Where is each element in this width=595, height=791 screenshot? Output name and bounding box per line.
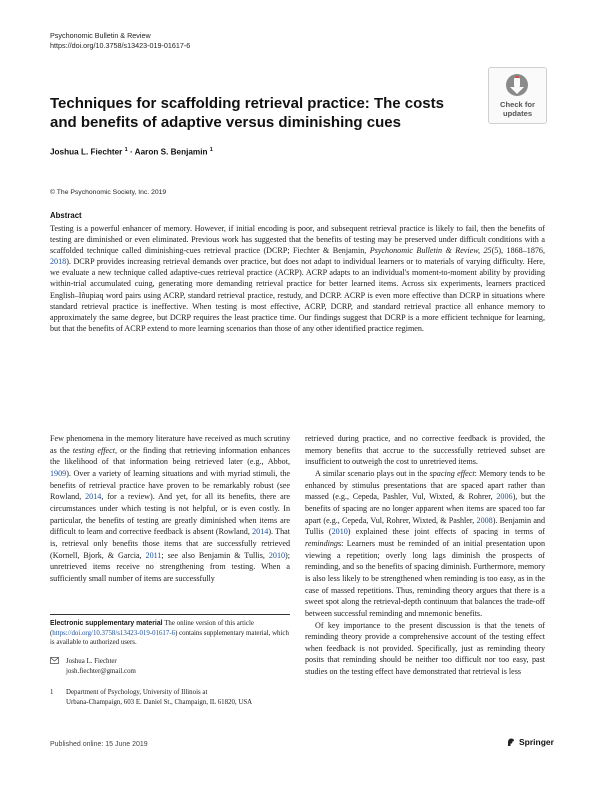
paragraph: Of key importance to the present discussion is that the tenets of reminding theory provide a comprehensive account of the testing effect when feedback is not provided. Specifically, just as reminding theory posits that reminding should be neither too difficult nor too easy, past studies on the testing effect have demonstrated that retrieval is less xyxy=(305,620,545,677)
contact-name: Joshua L. Fiechter xyxy=(66,658,117,665)
abstract-body: Testing is a powerful enhancer of memory. However, if initial encoding is poor, and subsequent retrieval practice is likely to fail, then the benefits of testing are diminished or even eliminated. Previous work has suggested that the benefits of testing may be preserved under difficult conditions with a scaffolded technique called diminishing-cues retrieval practice (DCRP; Fiechter & Benjamin, Psychonomic Bulletin & Review, 25(5), 1868–1876, 2018). DCRP provides increasing retrieval demands over practice, but does not adapt to individual learners or to materials of varying difficulty. Here, we evaluate a new technique called adaptive-cues retrieval practice (ACRP). ACRP adapts to an individual's moment-to-moment ability by providing within-trial accumulated cuing, generating more demanding retrieval practice for better learned items. Across six experiments, learners practiced English–Iñupiaq word pairs using ACRP, standard retrieval practice, restudy, and DCRP. ACRP is even more effective than DCRP in situations where standard retrieval practice is ineffective. When testing is most effective, ACRP, DCRP, and standard retrieval practice all enhance memory to approximately the same degree, but DCRP requires the least practice time. Our findings suggest that DCRP is a more efficient technique for learning, but that the benefits of ACRP extend to more learning scenarios than those of any other identified practice regimen. xyxy=(50,224,545,333)
citation-link[interactable]: 2014 xyxy=(252,527,269,537)
esm-doi-link[interactable]: https://doi.org/10.3758/s13423-019-01617-6 xyxy=(52,629,176,637)
doi-link[interactable]: https://doi.org/10.3758/s13423-019-01617-6 xyxy=(50,41,191,50)
published-date: Published online: 15 June 2019 xyxy=(50,741,148,748)
body-column-left xyxy=(50,433,290,585)
check-for-updates-badge[interactable] xyxy=(488,67,547,124)
citation-link[interactable]: 2006 xyxy=(496,492,513,502)
citation-link[interactable]: 2010 xyxy=(331,527,348,537)
citation-link[interactable]: 1909 xyxy=(50,468,67,478)
author-affiliation-mark: 1 xyxy=(124,147,128,153)
abstract-heading: Abstract xyxy=(50,211,82,220)
author-list xyxy=(50,147,213,157)
journal-header xyxy=(50,31,190,51)
body-column-right xyxy=(305,433,545,678)
citation-link[interactable]: 2018 xyxy=(50,257,67,267)
affiliation-number: 1 xyxy=(50,689,54,696)
esm-label: Electronic supplementary material xyxy=(50,620,163,627)
affiliation-block xyxy=(50,688,290,708)
citation-link[interactable]: 2010 xyxy=(268,550,286,560)
paragraph: Few phenomena in the memory literature have received as much scrutiny as the testing effect, or the finding that retrieving information enhances the likelihood of that information being retrieved later (e.g., Abbot, 1909). Over a variety of learning situations and with myriad stimuli, the benefits of retrieval practice have proven to be remarkably robust (see Rowland, 2014, for a review). And yet, for all its benefits, there are circumstances under which testing is not helpful, or is even costly. In particular, the benefits of testing are greatly diminished when items are difficult to learn and corrective feedback is absent (Rowland, 2014). That is, retrieval only benefits those items that are successfully retrieved (Kornell, Bjork, & Garcia, 2011; see also Benjamin & Tullis, 2010); unretrieved items receive no strengthening from testing. When a sufficiently small number of items are successfully xyxy=(50,434,290,583)
author-name[interactable]: Aaron S. Benjamin xyxy=(134,147,208,157)
contact-block xyxy=(50,657,290,677)
contact-email[interactable]: josh.fiechter@gmail.com xyxy=(66,668,136,675)
affiliation-line: Urbana-Champaign, 603 E. Daniel St., Champaign, IL 61820, USA xyxy=(66,699,253,706)
paragraph: retrieved during practice, and no corrective feedback is provided, the memory benefits that accrue to the successfully retrieved subset are insufficient to outweigh the cost to unretrieved items. xyxy=(305,434,545,467)
check-updates-icon xyxy=(504,72,530,100)
author-name[interactable]: Joshua L. Fiechter xyxy=(50,147,123,157)
citation-link[interactable]: 2011 xyxy=(145,550,162,560)
citation-link[interactable]: 2008 xyxy=(476,515,493,525)
article-title: Techniques for scaffolding retrieval practice: The costs and benefits of adaptive versus diminishing cues xyxy=(50,95,444,131)
journal-name: Psychonomic Bulletin & Review xyxy=(50,31,151,40)
check-for-updates-label: Check for updates xyxy=(499,100,536,118)
journal-reference: Psychonomic Bulletin & Review, 25 xyxy=(369,246,492,256)
affiliation-line: Department of Psychology, University of Illinois at xyxy=(66,689,208,696)
supplementary-material-note: Electronic supplementary material The online version of this article (https://doi.org/10.3758/s13423-019-01617-6) contains supplementary material, which is available to authorized users. xyxy=(50,614,290,648)
springer-horse-icon xyxy=(506,737,516,747)
author-separator: · xyxy=(129,147,135,157)
publisher-name: Springer xyxy=(519,737,554,747)
envelope-icon xyxy=(50,657,59,668)
corresponding-author xyxy=(50,657,290,708)
citation-link[interactable]: 2014 xyxy=(85,492,102,502)
publisher-logo xyxy=(506,737,554,747)
author-affiliation-mark: 1 xyxy=(209,147,213,153)
copyright-notice: © The Psychonomic Society, Inc. 2019 xyxy=(50,189,167,196)
paragraph: A similar scenario plays out in the spacing effect: Memory tends to be enhanced by stimulus presentations that are spaced apart rather than massed (e.g., Cepeda, Pashler, Vul, Wixted, & Rohrer, 2006), but the benefits of spacing are no longer apparent when items are spaced too far apart (e.g., Cepeda, Vul, Rohrer, Wixted, & Pashler, 2008). Benjamin and Tullis (2010) explained these joint effects of spacing in terms of remindings: Learners must be reminded of an initial presentation upon viewing a repetition; overly long lags diminish the prospects of reminding, and so the benefits of spacing diminish. Furthermore, memory is also less likely to be strengthened when reminding is too easy, as in the case of massed repetitions. Thus, reminding theory argues that there is a sweet spot along the retrieval-depth continuum that balances the trade-off between successful reminding and mnemonic benefits. xyxy=(305,468,546,618)
